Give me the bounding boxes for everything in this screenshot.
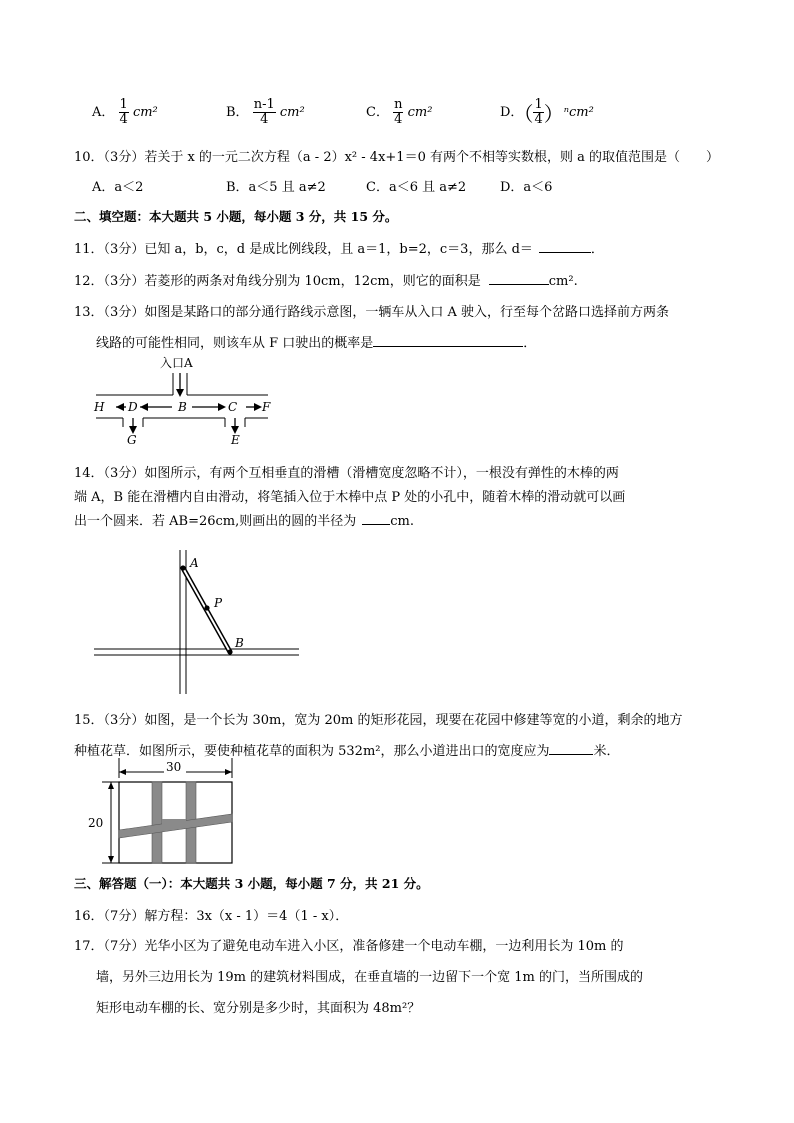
answer-blank[interactable] (549, 754, 593, 755)
q14-line3: 出一个圆来．若 AB=26cm,则画出的圆的半径为 cm. (74, 514, 414, 529)
intersection-figure (90, 355, 280, 445)
q14-line1: 14．（3分）如图所示，有两个互相垂直的滑槽（滑槽宽度忽略不计），一根没有弹性的木棒的两 (74, 466, 619, 481)
answer-blank[interactable] (539, 252, 591, 253)
label-f: F (262, 400, 271, 414)
sliding-rod-figure (90, 548, 305, 698)
q10-option-b: B．a＜5 且 a≠2 (226, 180, 326, 195)
q15-line2: 种植花草．如图所示，要使种植花草的面积为 532m²，那么小道进出口的宽度应为 米． (74, 744, 620, 759)
label-g: G (127, 433, 137, 445)
q11: 11．（3分）已知 a，b，c，d 是成比例线段，且 a＝1，b=2，c＝3，那么 d＝ ． (74, 242, 604, 257)
section-2-title: 二、填空题：本大题共 5 小题，每小题 3 分，共 15 分。 (74, 209, 398, 224)
width-label: 30 (166, 760, 182, 774)
q10-option-a: A．a＜2 (92, 180, 144, 195)
answer-blank[interactable] (373, 346, 523, 347)
q10-stem: 10．（3分）若关于 x 的一元二次方程（a - 2）x² - 4x+1＝0 有两个不相等实数根，则 a 的取值范围是（ ） (74, 150, 719, 165)
fraction: $\frac{n-1}{4}$ (253, 97, 275, 127)
section-3-title: 三、解答题（一）：本大题共 3 小题，每小题 7 分，共 21 分。 (74, 876, 429, 891)
q10-option-d: D．a＜6 (500, 180, 553, 195)
label-h: H (94, 400, 105, 414)
q15-line1: 15．（3分）如图，是一个长为 30m，宽为 20m 的矩形花园，现要在花园中修建等宽的小道，剩余的地方 (74, 713, 683, 728)
label-b: B (178, 400, 187, 414)
height-label: 20 (88, 816, 104, 830)
q16: 16．（7分）解方程：3x（x - 1）＝4（1 - x）． (74, 909, 349, 924)
q9-option-c: C． $\frac{n}{4}$ cm² (366, 97, 433, 127)
q14-line2: 端 A，B 能在滑槽内自由滑动，将笔插入位于木棒中点 P 处的小孔中，随着木棒的滑动就可以画 (74, 490, 626, 505)
fraction: $\frac{n}{4}$ (394, 97, 403, 127)
q10-option-c: C．a＜6 且 a≠2 (366, 180, 467, 195)
entry-label: 入口A (160, 356, 193, 370)
label-p: P (214, 596, 223, 610)
q9-option-d: D．（ $\frac{1}{4}$ ）ⁿcm² (500, 97, 594, 127)
q13-line1: 13．（3分）如图是某路口的部分通行路线示意图，一辆车从入口 A 驶入，行至每个岔路口选择前方两条 (74, 305, 669, 320)
q13-line2: 线路的可能性相同，则该车从 F 口驶出的概率是 ． (96, 336, 537, 351)
q9-option-b: B． $\frac{n-1}{4}$ cm² (226, 97, 305, 127)
label-e: E (231, 433, 240, 445)
label-d: D (128, 400, 138, 414)
fraction: $\frac{1}{4}$ (534, 97, 543, 127)
q17-line3: 矩形电动车棚的长、宽分别是多少时，其面积为 48m²？ (96, 1001, 421, 1016)
answer-blank[interactable] (362, 524, 390, 525)
label-c: C (228, 400, 238, 414)
q12: 12．（3分）若菱形的两条对角线分别为 10cm，12cm，则它的面积是 cm². (74, 274, 578, 289)
answer-blank[interactable] (489, 284, 549, 285)
q17-line2: 墙，另外三边用长为 19m 的建筑材料围成，在垂直墙的一边留下一个宽 1m 的门，当所围成的 (96, 970, 643, 985)
garden-figure (86, 756, 241, 868)
q17-line1: 17．（7分）光华小区为了避免电动车进入小区，准备修建一个电动车棚，一边利用长为 10m 的 (74, 939, 624, 954)
fraction: $\frac{1}{4}$ (119, 97, 128, 127)
q9-option-a: A． $\frac{1}{4}$ cm² (92, 97, 158, 127)
label-a: A (190, 556, 199, 570)
label-b: B (235, 636, 244, 650)
